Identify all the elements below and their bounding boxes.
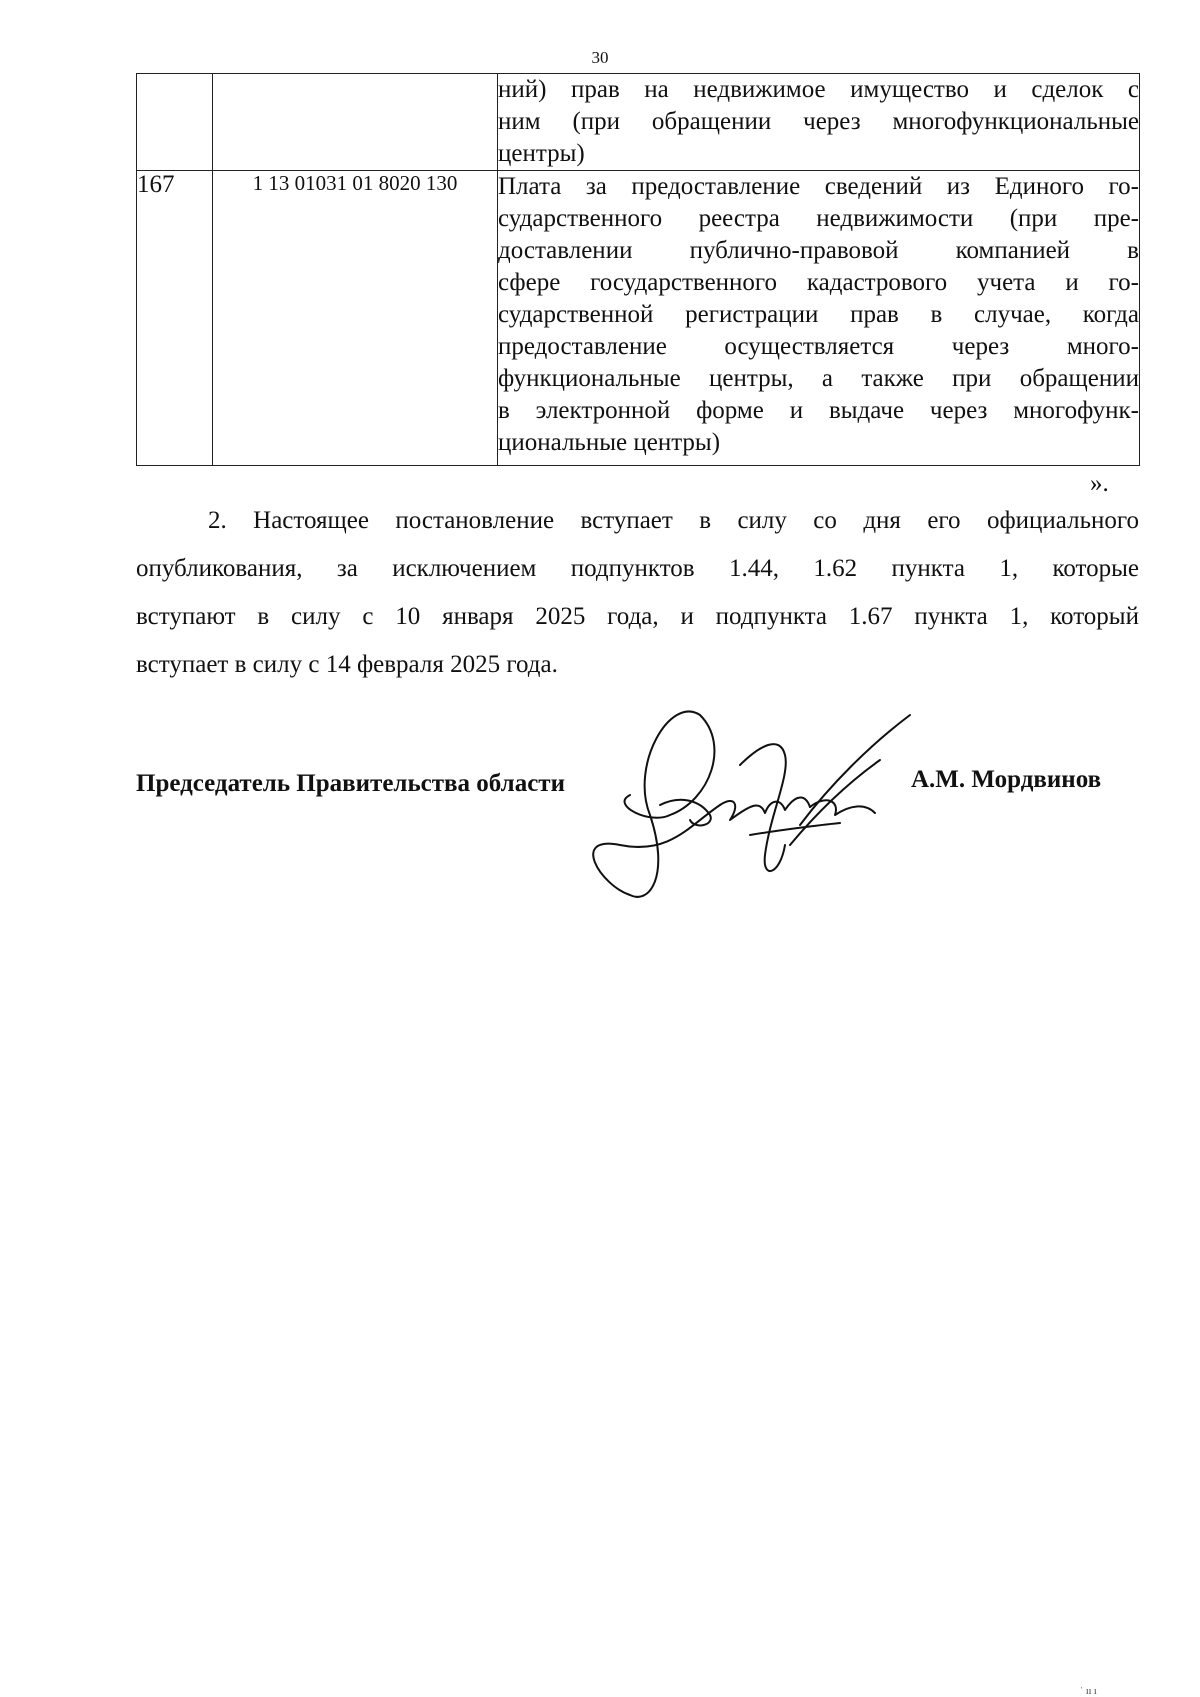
scan-edge-marks: ˈ ıı ı: [1080, 1686, 1097, 1697]
signatory-name: А.М. Мордвинов: [911, 766, 1102, 793]
description-line: Плата за предоставление сведений из Единого го-: [498, 173, 1139, 200]
description-line: сударственного реестра недвижимости (при пре-: [498, 205, 1139, 232]
resolution-paragraph: [136, 497, 1139, 689]
description-line: функциональные центры, а также при обращении: [498, 365, 1139, 392]
row-description: [498, 171, 1140, 466]
description-line: ним (при обращении через многофункциональные: [498, 108, 1139, 135]
closing-quote: ».: [1090, 470, 1109, 497]
row-description: [498, 74, 1140, 171]
description-line: циональные центры): [498, 429, 721, 456]
row-number: 167: [137, 171, 213, 466]
description-line: сударственной регистрации прав в случае, когда: [498, 301, 1139, 328]
paragraph-line: вступают в силу с 10 января 2025 года, и подпункта 1.67 пункта 1, который: [136, 603, 1139, 630]
paragraph-line: опубликования, за исключением подпунктов 1.44, 1.62 пункта 1, которые: [136, 555, 1139, 582]
description-line: сфере государственного кадастрового учета и го-: [498, 269, 1139, 296]
row-code: [213, 74, 498, 171]
description-line: доставлении публично-правовой компанией в: [498, 237, 1139, 264]
description-line: центры): [498, 140, 585, 167]
table-row: [137, 74, 1140, 171]
row-code: 1 13 01031 01 8020 130: [213, 171, 498, 466]
handwritten-signature: [590, 705, 930, 915]
row-number: [137, 74, 213, 171]
paragraph-line: 2. Настоящее постановление вступает в силу со дня его официального: [208, 507, 1139, 534]
page-number: 30: [591, 48, 609, 67]
table-row: [137, 171, 1140, 466]
description-line: в электронной форме и выдаче через многофунк-: [498, 397, 1139, 424]
budget-code-table: [136, 73, 1140, 466]
signatory-title: Председатель Правительства области: [136, 770, 565, 797]
description-line: ний) прав на недвижимое имущество и сделок с: [498, 76, 1139, 103]
paragraph-line: вступает в силу с 14 февраля 2025 года.: [136, 651, 558, 678]
description-line: предоставление осуществляется через много-: [498, 333, 1139, 360]
